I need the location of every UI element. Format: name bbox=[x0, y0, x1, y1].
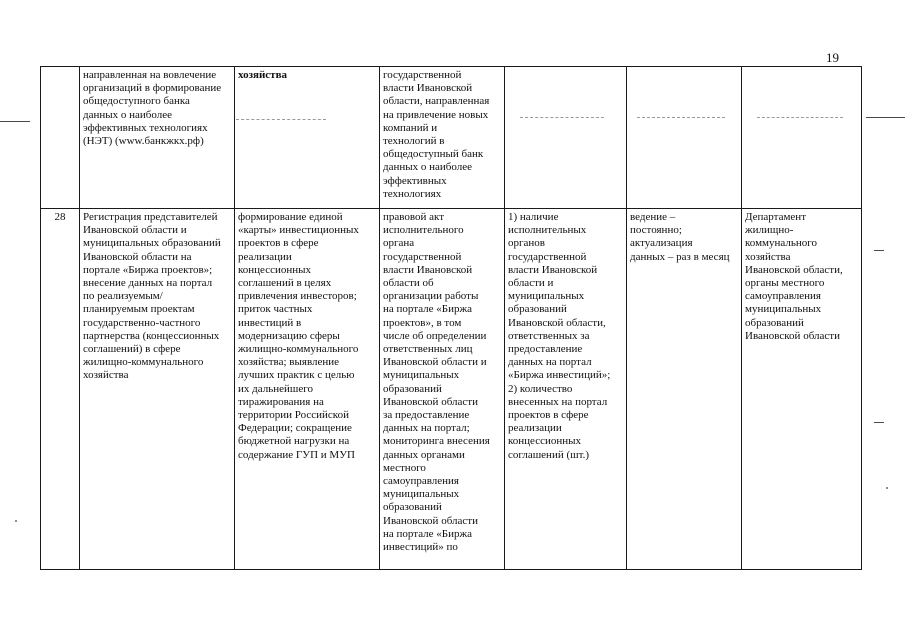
scan-artifact-dash bbox=[757, 117, 843, 118]
responsible-cell bbox=[742, 67, 862, 209]
indicator-cell: 1) наличие исполнительных органов государственной власти Ивановской области и муниципальных образований Ивановской области, ответственных за предоставление данных на портал «Биржа инвестиций»; 2) количество внесенных на портал проектов в сфере реализации концессионных соглашений (шт.) bbox=[505, 209, 627, 570]
scan-artifact-left-line bbox=[0, 121, 30, 122]
row-number-cell bbox=[41, 67, 80, 209]
scan-artifact-dash bbox=[236, 119, 326, 120]
table-row-continuation bbox=[41, 67, 862, 209]
scan-artifact-speck bbox=[886, 487, 888, 489]
document-cell: правовой акт исполнительного органа государственной власти Ивановской области об организации работы на портале «Биржа проектов», в том числе об определении ответственных лиц Ивановской области и муниципальных образований Ивановской области за предоставление данных на портал; мониторинга внесения данных органами местного самоуправления муниципальных образований Ивановской области на портале «Биржа инвестиций» по bbox=[380, 209, 505, 570]
scan-artifact-speck bbox=[15, 520, 17, 522]
page-number: 19 bbox=[826, 50, 839, 65]
deadline-cell bbox=[627, 67, 742, 209]
row-number-cell: 28 bbox=[41, 209, 80, 570]
activity-cell: Регистрация представителей Ивановской области и муниципальных образований Ивановской области на портале «Биржа проектов»; внесение данных на портал по реализуемым/ планируемым проектам государственно-частного партнерства (концессионных соглашений) в сфере жилищно-коммунального хозяйства bbox=[80, 209, 235, 570]
scan-artifact-dash bbox=[637, 117, 725, 118]
scan-artifact-right-tick bbox=[874, 250, 884, 251]
result-cell: хозяйства bbox=[235, 67, 380, 209]
scan-artifact-right-tick bbox=[874, 422, 884, 423]
indicator-cell bbox=[505, 67, 627, 209]
scan-artifact-right-line bbox=[866, 117, 905, 118]
deadline-cell: ведение – постоянно; актуализация данных – раз в месяц bbox=[627, 209, 742, 570]
document-cell: государственной власти Ивановской области, направленная на привлечение новых компаний и технологий в общедоступный банк данных о наиболее эффективных технологиях bbox=[380, 67, 505, 209]
activity-cell: направленная на вовлечение организаций в формирование общедоступного банка данных о наиболее эффективных технологиях (НЭТ) (www.банкжкх.рф) bbox=[80, 67, 235, 209]
result-cell: формирование единой «карты» инвестиционных проектов в сфере реализации концессионных соглашений в целях привлечения инвесторов; приток частных инвестиций в модернизацию сферы жилищно-коммунального хозяйства; выявление лучших практик с целью их дальнейшего тиражирования на территории Российской Федерации; сокращение бюджетной нагрузки на содержание ГУП и МУП bbox=[235, 209, 380, 570]
document-table bbox=[40, 66, 862, 570]
responsible-cell: Департамент жилищно- коммунального хозяйства Ивановской области, органы местного самоуправления муниципальных образований Ивановской области bbox=[742, 209, 862, 570]
table-row-28 bbox=[41, 209, 862, 570]
scan-artifact-dash bbox=[520, 117, 604, 118]
